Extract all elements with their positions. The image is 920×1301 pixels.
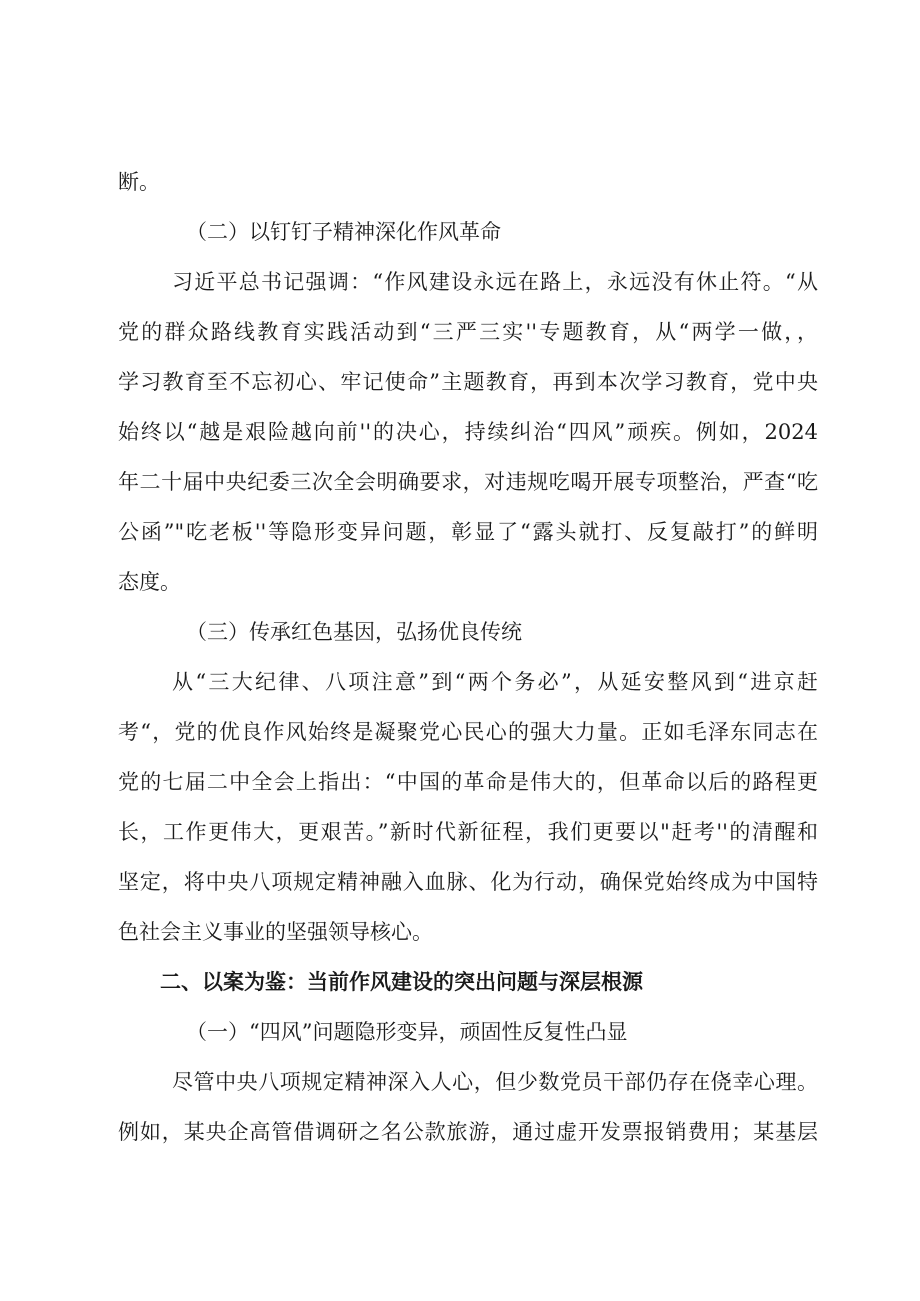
section-heading: （二）以钉钉子精神深化作风革命 [186,220,501,244]
paragraph-line: 考“，党的优良作风始终是凝聚党心民心的强大力量。正如毛泽东同志在 [118,720,818,744]
paragraph-line: 学习教育至不忘初心、牢记使命”主题教育，再到本次学习教育，党中央 [118,370,818,394]
paragraph-line: 习近平总书记强调：“作风建设永远在路上，永远没有休止符。“从 [172,270,818,294]
paragraph-line: 例如，某央企高管借调研之名公款旅游，通过虚开发票报销费用；某基层 [118,1120,818,1144]
chapter-heading: 二、以案为鉴：当前作风建设的突出问题与深层根源 [160,970,643,994]
paragraph-line: 坚定，将中央八项规定精神融入血脉、化为行动，确保党始终成为中国特 [118,870,818,894]
paragraph-line: 始终以“越是艰险越向前''的决心，持续纠治“四风”顽疾。例如，2024 [118,420,818,444]
section-heading: （一）“四风”问题隐形变异，顽固性反复性凸显 [186,1020,628,1044]
paragraph-line: 态度。 [118,570,181,594]
paragraph-line: 年二十届中央纪委三次全会明确要求，对违规吃喝开展专项整治，严查“吃 [118,470,818,494]
paragraph-line: 党的群众路线教育实践活动到“三严三实''专题教育，从“两学一做，， [118,320,818,344]
paragraph-line: 公函”"吃老板''等隐形变异问题，彰显了“露头就打、反复敲打”的鲜明 [118,520,818,544]
paragraph-line: 断。 [118,170,160,194]
paragraph-line: 从“三大纪律、八项注意”到“两个务必”，从延安整风到“进京赶 [172,670,818,694]
section-heading: （三）传承红色基因，弘扬优良传统 [186,620,522,644]
paragraph-line: 色社会主义事业的坚强领导核心。 [118,920,433,944]
paragraph-line: 长，工作更伟大，更艰苦。”新时代新征程，我们更要以"赶考''的清醒和 [118,820,818,844]
paragraph-line: 党的七届二中全会上指出：“中国的革命是伟大的，但革命以后的路程更 [118,770,818,794]
paragraph-line: 尽管中央八项规定精神深入人心，但少数党员干部仍存在侥幸心理。 [172,1070,818,1094]
